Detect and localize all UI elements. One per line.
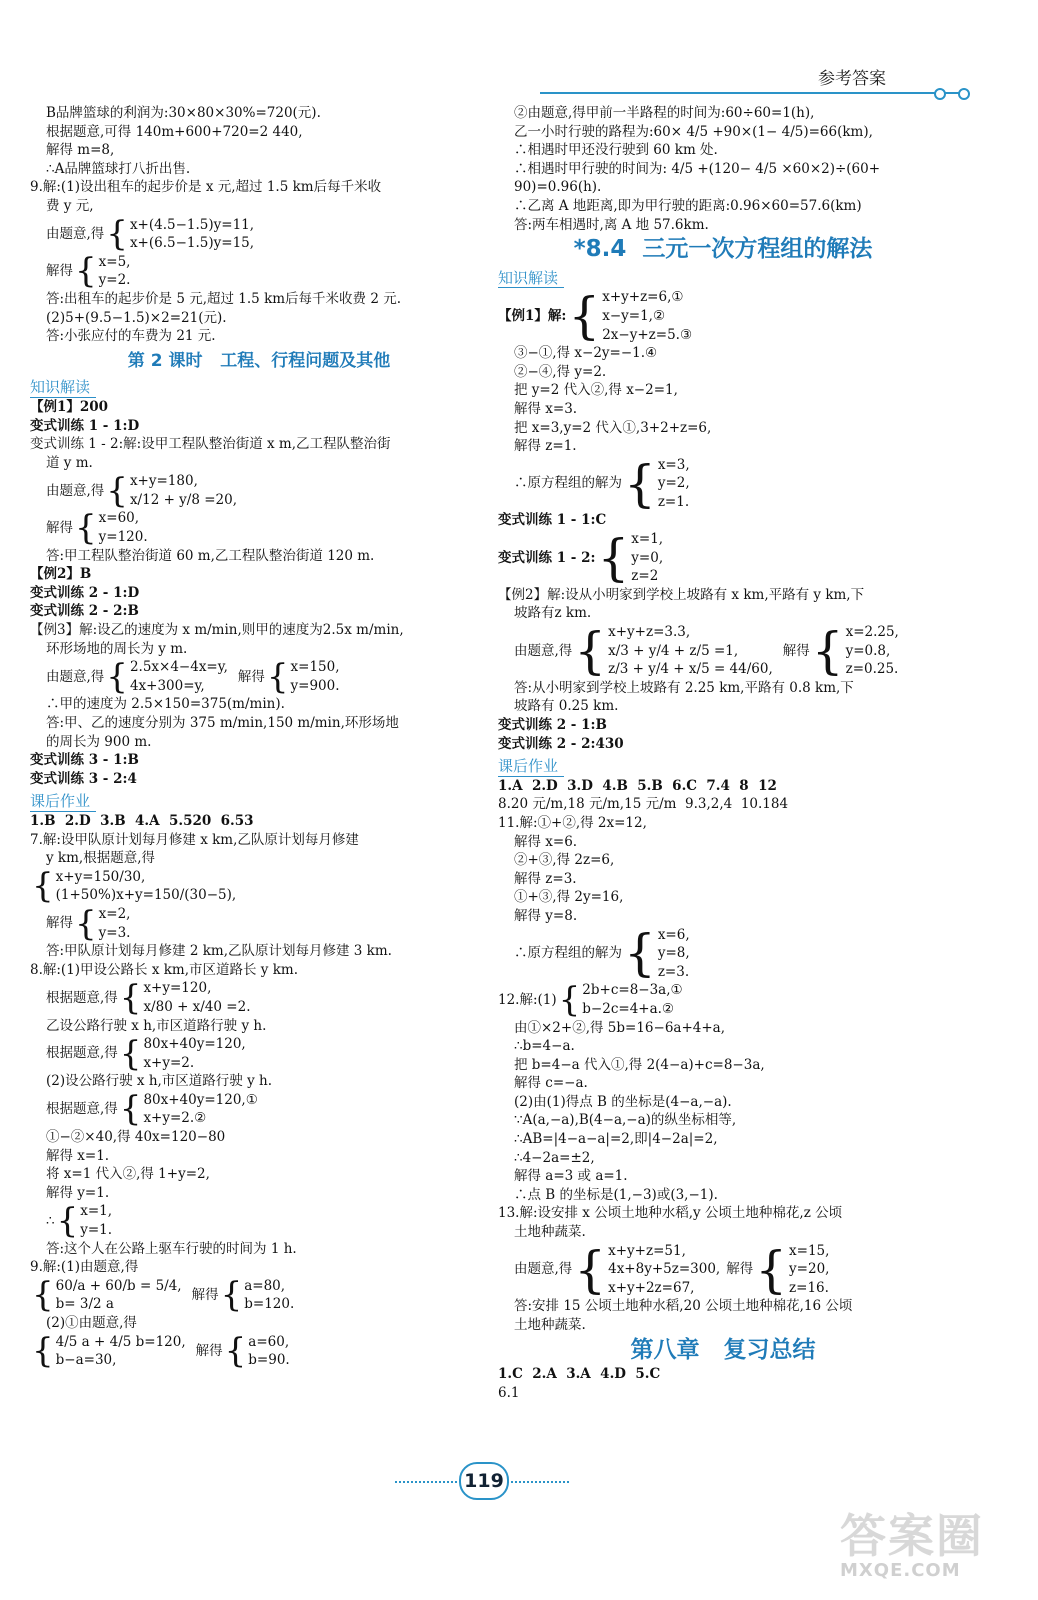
- equation-system: 12.解:(1) { 2b+c=8−3a,① b−2c=4+a.②: [498, 979, 683, 1020]
- text-line: y km,根据题意,得: [46, 850, 155, 867]
- footer-dots-left: [395, 1481, 457, 1485]
- text-line: 费 y 元,: [46, 197, 94, 214]
- text-line: 解得 y=8.: [514, 907, 578, 924]
- header-dot-2: [958, 88, 970, 100]
- header-rule: [540, 92, 960, 94]
- text-line: 将 x=1 代入②,得 1+y=2,: [46, 1166, 210, 1183]
- equation-system: { 4/5 a + 4/5 b=120, b−a=30, 解得 { a=60, b=90.: [32, 1331, 290, 1372]
- text-line: 9.解:(1)设出租车的起步价是 x 元,超过 1.5 km后每千米收: [30, 179, 382, 196]
- footer-dots-right: [507, 1481, 569, 1485]
- text-line: ∴点 B 的坐标是(1,−3)或(3,−1).: [514, 1186, 718, 1203]
- page-footer: [0, 1462, 1038, 1502]
- text-line: 变式训练 2 - 1:D: [30, 584, 140, 601]
- equation-system: 由题意,得 { x+y+z=51, 4x+8y+5z=300, x+y+2z=67, 解得 { x=15, y=20, z=16.: [514, 1240, 830, 1299]
- text-line: 8.解:(1)甲设公路长 x km,市区道路长 y km.: [30, 961, 299, 978]
- header-dot-1: [934, 88, 946, 100]
- lesson-title: 第 2 课时 工程、行程问题及其他: [127, 350, 391, 371]
- text-line: ①+③,得 2y=16,: [514, 889, 624, 906]
- text-line: 根据题意,可得 140m+600+720=2 440,: [46, 123, 303, 140]
- text-line: 解得 x=3.: [514, 400, 578, 417]
- equation-system: 由题意,得 { x+y+z=3.3, x/3 + y/4 + z/5 =1, z/3 + y/4 + x/5 = 44/60, 解得 { x=2.25, y=0.8, z=0.25.: [514, 621, 899, 680]
- section-tag: 课后作业: [30, 792, 96, 812]
- text-line: ②由题意,得甲前一半路程的时间为:60÷60=1(h),: [514, 105, 815, 121]
- text-line: 答:两车相遇时,离 A 地 57.6km.: [514, 216, 709, 233]
- text-line: ∴4−2a=±2,: [514, 1149, 595, 1166]
- text-line: 坡路有z km.: [514, 605, 592, 622]
- text-line: 变式训练 2 - 1:B: [498, 717, 607, 733]
- text-line: 答:甲队原计划每月修建 2 km,乙队原计划每月修建 3 km.: [46, 943, 392, 960]
- left-column: [30, 104, 488, 1370]
- text-line: 【例3】解:设乙的速度为 x m/min,则甲的速度为2.5x m/min,: [30, 622, 404, 639]
- text-line: 变式训练 3 - 2:4: [30, 770, 137, 787]
- solution-system: ∴ { x=1, y=1.: [46, 1201, 113, 1242]
- text-line: (2)①由题意,得: [46, 1315, 137, 1331]
- text-line: 由①×2+②,得 5b=16−6a+4+a,: [514, 1019, 726, 1036]
- equation-system: 根据题意,得 { 80x+40y=120, x+y=2.: [46, 1033, 246, 1074]
- text-line: (2)设公路行驶 x h,市区道路行驶 y h.: [46, 1073, 272, 1090]
- text-line: 解得 x=6.: [514, 833, 578, 850]
- text-line: 解得 c=−a.: [514, 1075, 588, 1092]
- text-line: 把 y=2 代入②,得 x−2=1,: [514, 382, 678, 399]
- text-line: 90)=0.96(h).: [514, 179, 602, 196]
- text-line: 变式训练 1 - 2:解:设甲工程队整治街道 x m,乙工程队整治街: [30, 436, 391, 453]
- text-line: ②+③,得 2z=6,: [514, 852, 615, 869]
- text-line: (2)由(1)得点 B 的坐标是(4−a,−a).: [514, 1093, 732, 1110]
- text-line: 变式训练 3 - 1:B: [30, 752, 139, 769]
- text-line: 答:出租车的起步价是 5 元,超过 1.5 km后每千米收费 2 元.: [46, 290, 402, 307]
- text-line: 解得 x=1.: [46, 1147, 110, 1164]
- solution-system: 解得 { x=5, y=2.: [46, 251, 131, 292]
- text-line: 道 y m.: [46, 454, 93, 471]
- text-line: ∴AB=|4−a−a|=2,即|4−2a|=2,: [514, 1131, 718, 1148]
- text-line: ②−④,得 y=2.: [514, 363, 607, 380]
- text-line: 解得 z=3.: [514, 870, 577, 887]
- solution-system: 解得 { x=2, y=3.: [46, 903, 131, 944]
- equation-system: 根据题意,得 { x+y=120, x/80 + x/40 =2.: [46, 977, 251, 1018]
- text-line: 乙一小时行驶的路程为:60× 4/5 +90×(1− 4/5)=66(km),: [514, 123, 873, 140]
- text-line: 1.A 2.D 3.D 4.B 5.B 6.C 7.4 8 12: [498, 777, 777, 794]
- solution-system: 变式训练 1 - 2: { x=1, y=0, z=2: [498, 528, 664, 587]
- right-column: [498, 104, 948, 1402]
- text-line: 解得 y=1.: [46, 1184, 110, 1201]
- text-line: ∴相遇时甲行驶的时间为: 4/5 +(120− 4/5 ×60×2)÷(60+: [514, 160, 881, 177]
- text-line: 答:甲、乙的速度分别为 375 m/min,150 m/min,环形场地: [46, 715, 399, 731]
- text-line: ∴甲的速度为 2.5×150=375(m/min).: [46, 696, 285, 713]
- text-line: 乙设公路行驶 x h,市区道路行驶 y h.: [46, 1017, 267, 1034]
- text-line: 11.解:①+②,得 2x=12,: [498, 814, 647, 831]
- text-line: 13.解:设安排 x 公顷土地种水稻,y 公顷土地种棉花,z 公顷: [498, 1205, 843, 1222]
- text-line: 变式训练 2 - 2:B: [30, 603, 139, 620]
- text-line: 解得 a=3 或 a=1.: [514, 1168, 628, 1185]
- text-line: 8.20 元/m,18 元/m,15 元/m 9.3,2,4 10.184: [498, 796, 789, 813]
- watermark: [840, 1500, 1000, 1590]
- section-title: *8.4 三元一次方程组的解法: [573, 236, 873, 263]
- text-line: 变式训练 2 - 2:430: [498, 735, 624, 752]
- text-line: ∴相遇时甲还没行驶到 60 km 处.: [514, 142, 718, 159]
- text-line: ③−①,得 x−2y=−1.④: [514, 345, 658, 362]
- text-line: 解得 m=8,: [46, 142, 115, 159]
- equation-system: { x+y=150/30, (1+50%)x+y=150/(30−5),: [32, 866, 237, 907]
- text-line: 【例2】解:设从小明家到学校上坡路有 x km,平路有 y km,下: [498, 586, 865, 603]
- text-line: 答:安排 15 公顷土地种水稻,20 公顷土地种棉花,16 公顷: [514, 1298, 853, 1315]
- header-title: 参考答案: [818, 69, 886, 89]
- text-line: B品牌篮球的利润为:30×80×30%=720(元).: [46, 105, 321, 121]
- section-tag: 知识解读: [30, 378, 96, 398]
- text-line: 变式训练 1 - 1:D: [30, 417, 140, 434]
- chapter-title: 第八章 复习总结: [630, 1336, 816, 1363]
- text-line: 1.B 2.D 3.B 4.A 5.520 6.53: [30, 812, 254, 829]
- text-line: 答:小张应付的车费为 21 元.: [46, 328, 216, 345]
- text-line: ∵A(a,−a),B(4−a,−a)的纵坐标相等,: [514, 1112, 737, 1129]
- text-line: 【例1】200: [30, 398, 109, 415]
- text-line: 解得 z=1.: [514, 438, 577, 455]
- equation-system: 由题意,得 { 2.5x×4−4x=y, 4x+300=y, 解得 { x=150, y=900.: [46, 656, 340, 697]
- watermark-logo: 答案圈: [840, 1509, 984, 1563]
- text-line: 9.解:(1)由题意,得: [30, 1259, 139, 1276]
- solution-system: ∴原方程组的解为 { x=6, y=8, z=3.: [514, 924, 690, 983]
- equation-system: 根据题意,得 { 80x+40y=120,① x+y=2.②: [46, 1089, 258, 1130]
- text-line: 把 b=4−a 代入①,得 2(4−a)+c=8−3a,: [514, 1056, 765, 1073]
- text-line: 【例2】B: [30, 566, 92, 583]
- text-line: 答:从小明家到学校上坡路有 2.25 km,平路有 0.8 km,下: [514, 679, 854, 696]
- section-tag: 知识解读: [498, 269, 564, 289]
- text-line: 的周长为 900 m.: [46, 733, 152, 750]
- text-line: ∴b=4−a.: [514, 1038, 575, 1055]
- text-line: ∴乙离 A 地距离,即为甲行驶的距离:0.96×60=57.6(km): [514, 197, 862, 214]
- equation-system: 由题意,得 { x+(4.5−1.5)y=11, x+(6.5−1.5)y=15,: [46, 214, 255, 255]
- text-line: 答:甲工程队整治街道 60 m,乙工程队整治街道 120 m.: [46, 547, 375, 564]
- equation-system: 【例1】解: { x+y+z=6,① x−y=1,② 2x−y+z=5.③: [498, 287, 693, 346]
- text-line: ∴A品牌篮球打八折出售.: [46, 160, 191, 177]
- equation-system: { 60/a + 60/b = 5/4, b= 3/2 a 解得 { a=80, b=120.: [32, 1275, 295, 1316]
- page-number: 119: [459, 1462, 509, 1500]
- text-line: 环形场地的周长为 y m.: [46, 640, 188, 657]
- solution-system: 解得 { x=60, y=120.: [46, 508, 148, 549]
- solution-system: ∴原方程组的解为 { x=3, y=2, z=1.: [514, 454, 690, 513]
- section-tag: 课后作业: [498, 757, 564, 777]
- watermark-url: MXQE.COM: [840, 1560, 961, 1581]
- equation-system: 由题意,得 { x+y=180, x/12 + y/8 =20,: [46, 470, 238, 511]
- text-line: 土地种蔬菜.: [514, 1224, 586, 1241]
- text-line: 6.1: [498, 1384, 520, 1401]
- text-line: ①−②×40,得 40x=120−80: [46, 1129, 226, 1146]
- text-line: 7.解:设甲队原计划每月修建 x km,乙队原计划每月修建: [30, 831, 359, 848]
- text-line: 1.C 2.A 3.A 4.D 5.C: [498, 1366, 661, 1383]
- text-line: 土地种蔬菜.: [514, 1317, 586, 1333]
- text-line: 答:这个人在公路上驱车行驶的时间为 1 h.: [46, 1240, 297, 1257]
- text-line: 把 x=3,y=2 代入①,3+2+z=6,: [514, 419, 712, 436]
- text-line: 坡路有 0.25 km.: [514, 698, 619, 715]
- text-line: 变式训练 1 - 1:C: [498, 512, 607, 529]
- text-line: (2)5+(9.5−1.5)×2=21(元).: [46, 309, 227, 326]
